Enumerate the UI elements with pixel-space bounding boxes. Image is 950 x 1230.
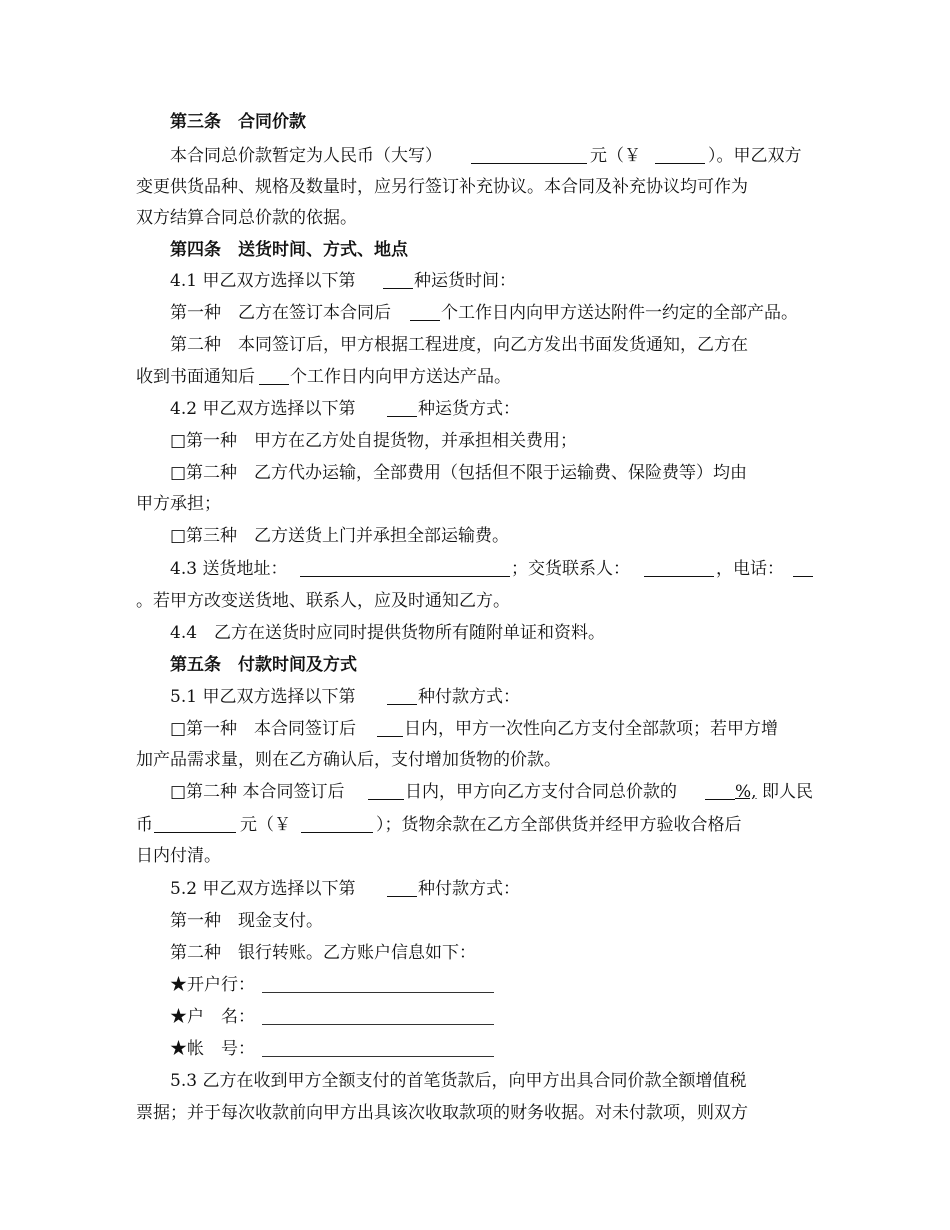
clause-5-3: 5.3 乙方在收到甲方全额支付的首笔货款后，向甲方出具合同价款全额增值税: [170, 1071, 747, 1091]
transport-option-2-cont: 甲方承担；: [136, 494, 221, 514]
payment-option-2[interactable]: □第二种 本合同签订后 日内，甲方向乙方支付合同总价款的 %, 即人民: [170, 782, 813, 802]
rmb-amount-words-blank[interactable]: [154, 816, 236, 833]
article-5-heading: 第五条 付款时间及方式: [170, 655, 357, 675]
account-number-field[interactable]: [262, 1040, 494, 1057]
working-days-blank-2[interactable]: [259, 368, 289, 385]
clause-4-4: 4.4 乙方在送货时应同时提供货物所有随附单证和资料。: [170, 623, 606, 643]
rmb-amount-figure-blank[interactable]: [301, 816, 373, 833]
payment-choice-blank-1[interactable]: [387, 688, 417, 705]
payment-option-1[interactable]: □第一种 本合同签订后 日内，甲方一次性向乙方支付全部款项；若甲方增: [170, 719, 778, 739]
clause-4-1: 4.1 甲乙双方选择以下第 种运货时间：: [170, 271, 516, 291]
delivery-time-choice-blank[interactable]: [383, 272, 413, 289]
working-days-blank-1[interactable]: [410, 304, 440, 321]
cash-payment-option: 第一种 现金支付。: [170, 911, 323, 931]
delivery-contact-blank[interactable]: [644, 560, 714, 577]
transport-option-2[interactable]: □第二种 乙方代办运输，全部费用（包括但不限于运输费、保险费等）均由: [170, 463, 748, 483]
payment-choice-blank-2[interactable]: [387, 880, 417, 897]
clause-5-3-cont: 票据；并于每次收款前向甲方出具该次收取款项的财务收据。对未付款项，则双方: [136, 1103, 748, 1123]
payment-option-2-cont-1: 币 元（￥ ）；货物余款在乙方全部供货并经甲方验收合格后: [136, 815, 742, 835]
percentage-blank[interactable]: [705, 783, 735, 800]
article-4-heading: 第四条 送货时间、方式、地点: [170, 240, 408, 260]
clause-5-2: 5.2 甲乙双方选择以下第 种付款方式：: [170, 879, 520, 899]
payment-option-2-cont-2: 日内付清。: [136, 846, 221, 866]
delivery-phone-blank[interactable]: [793, 560, 813, 577]
article-3-line-2: 变更供货品种、规格及数量时，应另行签订补充协议。本合同及补充协议均可作为: [136, 177, 748, 197]
delivery-time-option-1: 第一种 乙方在签订本合同后 个工作日内向甲方送达附件一约定的全部产品。: [170, 303, 798, 323]
account-name-field[interactable]: [262, 1008, 494, 1025]
payment-days-blank-2[interactable]: [368, 783, 404, 800]
delivery-time-option-2: 第二种 本同签订后，甲方根据工程进度，向乙方发出书面发货通知，乙方在: [170, 335, 748, 355]
clause-4-3: 4.3 送货地址： ；交货联系人： ，电话：: [0, 554, 950, 584]
article-3-line-3: 双方结算合同总价款的依据。: [136, 208, 357, 228]
delivery-address-blank[interactable]: [300, 560, 510, 577]
transport-option-3[interactable]: □第三种 乙方送货上门并承担全部运输费。: [170, 526, 510, 546]
total-price-words-blank[interactable]: [471, 147, 587, 164]
clause-4-3-cont: 。若甲方改变送货地、联系人，应及时通知乙方。: [136, 591, 510, 611]
transport-choice-blank[interactable]: [387, 400, 417, 417]
delivery-time-option-2-cont: 收到书面通知后 个工作日内向甲方送达产品。: [136, 367, 511, 387]
payment-option-1-cont: 加产品需求量，则在乙方确认后，支付增加货物的价款。: [136, 750, 561, 770]
clause-5-1: 5.1 甲乙双方选择以下第 种付款方式：: [170, 687, 520, 707]
article-3-line-1: 本合同总价款暂定为人民币（大写） 元（￥ ）。甲乙双方: [170, 146, 802, 166]
account-name-row: ★户 名：: [0, 1002, 950, 1032]
transport-option-1[interactable]: □第一种 甲方在乙方处自提货物，并承担相关费用；: [170, 431, 578, 451]
clause-4-2: 4.2 甲乙双方选择以下第 种运货方式：: [170, 399, 520, 419]
account-bank-row: ★开户行：: [0, 970, 950, 1000]
total-price-figure-blank[interactable]: [655, 147, 705, 164]
account-number-row: ★帐 号：: [0, 1034, 950, 1064]
bank-transfer-option: 第二种 银行转账。乙方账户信息如下：: [170, 943, 476, 963]
account-bank-field[interactable]: [262, 976, 494, 993]
article-3-heading: 第三条 合同价款: [170, 112, 306, 132]
payment-days-blank-1[interactable]: [377, 720, 403, 737]
